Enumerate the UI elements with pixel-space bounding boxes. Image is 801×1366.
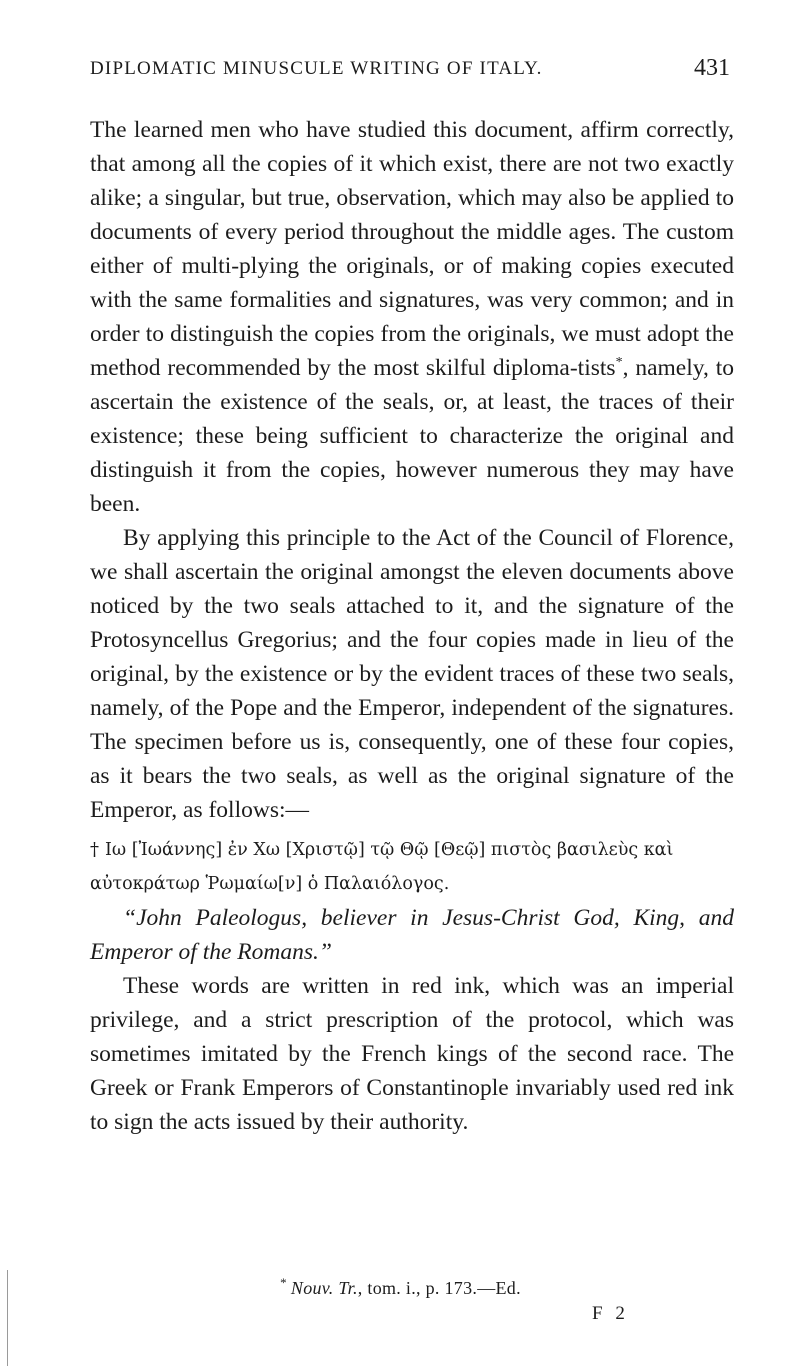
margin-rule <box>7 1270 8 1366</box>
signature-translation: “John Paleologus, believer in Jesus-Christ God, King, and Emperor of the Romans.” <box>90 905 734 965</box>
greek-signature-text: Ιω [Ἰωάννης] ἐν Χω [Χριστῷ] τῷ Θῷ [Θεῷ] πιστὸς βασιλεὺς καὶ αὐτοκράτωρ Ῥωμαίω[ν] ὁ Παλαιόλογος. <box>90 840 674 894</box>
printer-signature-mark: F 2 <box>592 1303 629 1324</box>
body-text <box>90 113 734 1139</box>
footnote-mark: * <box>280 1275 287 1290</box>
footnote <box>0 1275 801 1299</box>
paragraph-1-text: The learned men who have studied this document, affirm correctly, that among all the copies of it which exist, there are not two exactly alike; a singular, but true, observation, which may also be applied to documents of every period throughout the middle ages. The custom either of multi-plying the originals, or of making copies executed with the same formalities and signatures, was very common; and in order to distinguish the copies from the originals, we must adopt the method recommended by the most skilful diploma-tists <box>90 117 734 381</box>
paragraph-2: By applying this principle to the Act of the Council of Florence, we shall ascertain the original amongst the eleven documents above noticed by the two seals attached to it, and the signature of the Protosyncellus Gregorius; and the four copies made in lieu of the original, by the existence or by the evident traces of these two seals, namely, of the Pope and the Emperor, independent of the signatures. The specimen before us is, consequently, one of these four copies, as it bears the two seals, as well as the original signature of the Emperor, as follows:— <box>90 525 734 823</box>
cross-symbol: † <box>90 839 99 860</box>
footnote-source: Nouv. Tr. <box>290 1278 358 1298</box>
paragraph-3: These words are written in red ink, which was an imperial privilege, and a strict prescription of the protocol, which was sometimes imitated by the French kings of the second race. The Greek or Frank Emperors of Constantinople invariably used red ink to sign the acts issued by their authority. <box>90 973 734 1135</box>
paragraph-1 <box>90 113 734 521</box>
footnote-citation: , tom. i., p. 173.—Ed. <box>357 1278 521 1298</box>
paragraph-1-continuation: , namely, to ascertain the existence of the seals, or, at least, the traces of their existence; these being sufficient to characterize the original and distinguish it from the copies, however numerous they may have been. <box>90 355 734 517</box>
running-title: DIPLOMATIC MINUSCULE WRITING OF ITALY. <box>90 58 543 79</box>
page-number: 431 <box>694 55 730 81</box>
running-head <box>90 55 730 88</box>
greek-signature <box>90 833 734 901</box>
footnote-reference: * <box>615 355 623 370</box>
